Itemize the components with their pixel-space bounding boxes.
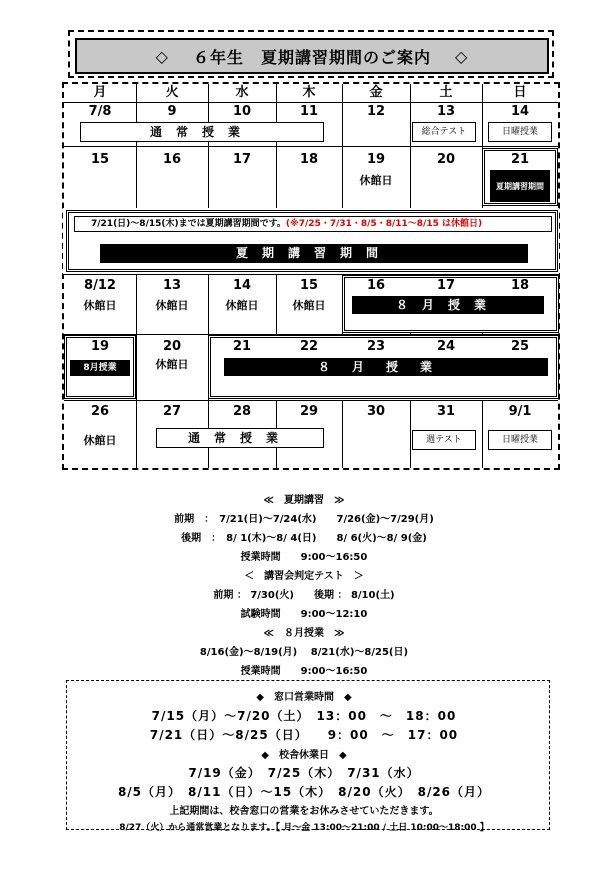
date-cell: 14: [510, 104, 530, 119]
second-term-dates: 後期 ： 8/ 1(木)〜8/ 4(日) 8/ 6(火)〜8/ 9(金): [181, 533, 427, 544]
date-cell: 9: [167, 104, 177, 119]
date-cell: 13: [436, 104, 456, 119]
closed-label: 休館日: [359, 174, 393, 187]
date-cell: 15: [299, 278, 319, 293]
weekday-mon: 月: [64, 84, 136, 103]
office-hours-line2: 7/21（日）〜8/25（日） 9：00 〜 17：00: [149, 728, 459, 742]
date-cell: 20: [162, 339, 182, 354]
date-cell: 13: [162, 278, 182, 293]
date-cell: 12: [366, 104, 386, 119]
date-cell: 19: [366, 152, 386, 167]
closed-label: 休館日: [83, 434, 117, 447]
grid-line: [64, 400, 558, 401]
office-hours-line1: 7/15（月）〜7/20（土） 13：00 〜 18：00: [151, 709, 457, 723]
title-left-mark: ◇: [155, 46, 169, 66]
title-right-mark: ◇: [455, 46, 469, 66]
closed-label: 休館日: [83, 299, 117, 312]
weekday-thu: 木: [276, 84, 342, 103]
closed-days-line2: 8/5（月） 8/11（日）〜15（木） 8/20（火） 8/26（月）: [117, 785, 491, 799]
closed-label: 休館日: [155, 358, 189, 371]
office-note1: 上記期間は、校舎窓口の営業をお休みさせていただきます。: [169, 806, 439, 817]
date-cell: 11: [299, 104, 319, 119]
closed-label: 休館日: [225, 299, 259, 312]
test-dates: 前期 ： 7/30(火) 後期 ： 8/10(土): [213, 590, 395, 601]
date-cell: 17: [232, 152, 252, 167]
date-cell: 21: [232, 339, 252, 354]
date-cell: 18: [510, 278, 530, 293]
aug-class-dates: 8/16(金)〜8/19(月) 8/21(水)〜8/25(日): [199, 647, 409, 658]
class-time: 授業時間 9:00〜16:50: [240, 552, 368, 563]
sunday-class-box: 日曜授業: [488, 122, 552, 142]
aug-class-bar: ８月授業: [352, 296, 544, 314]
date-cell: 16: [162, 152, 182, 167]
date-cell: 15: [90, 152, 110, 167]
first-term-dates: 前期 ： 7/21(日)〜7/24(水) 7/26(金)〜7/29(月): [174, 514, 434, 525]
office-note2: 8/27（火）から通常営業となります。【 月〜金 13:00〜21:00 / 土日 10:00〜18:00 】: [119, 823, 489, 833]
aug-class-small-box: 8月授業: [70, 360, 130, 376]
closed-days-heading: ◆ 校舎休業日 ◆: [261, 750, 347, 761]
notice-main: 7/21(日)〜8/15(木)までは夏期講習期間です。: [91, 219, 286, 229]
date-cell: 7/8: [88, 104, 112, 119]
regular-class-bar-2: 通常授業: [156, 428, 324, 448]
summer-course-bar: 夏期講習期間: [100, 244, 528, 263]
date-cell: 29: [299, 404, 319, 419]
aug-class-time: 授業時間 9:00〜16:50: [240, 666, 368, 677]
closed-label: 休館日: [155, 299, 189, 312]
date-cell: 25: [510, 339, 530, 354]
date-cell: 30: [366, 404, 386, 419]
closed-label: 休館日: [292, 299, 326, 312]
comprehensive-test-box: 総合テスト: [412, 122, 476, 142]
date-cell: 24: [436, 339, 456, 354]
regular-class-bar: 通常授業: [80, 122, 324, 142]
grid-line: [482, 400, 483, 468]
weekly-test-box: 週テスト: [412, 430, 476, 450]
date-cell: 9/1: [508, 404, 532, 419]
date-cell: 23: [366, 339, 386, 354]
date-cell: 28: [232, 404, 252, 419]
test-time: 試験時間 9:00〜12:10: [240, 609, 368, 620]
test-heading: ＜ 講習会判定テスト ＞: [244, 571, 364, 582]
date-cell: 8/12: [84, 278, 116, 293]
sunday-class-box-2: 日曜授業: [488, 430, 552, 450]
date-cell: 19: [90, 339, 110, 354]
date-cell: 22: [299, 339, 319, 354]
weekday-tue: 火: [136, 84, 208, 103]
date-cell: 20: [436, 152, 456, 167]
summer-course-heading: ≪ 夏期講習 ≫: [263, 495, 345, 506]
date-cell: 27: [162, 404, 182, 419]
weekday-sat: 土: [410, 84, 482, 103]
page-title: [75, 38, 549, 74]
grid-line: [64, 146, 558, 147]
aug-class-bar-2: ８月授業: [224, 358, 548, 376]
notice-red: (※7/25・7/31・8/5・8/11〜8/15 は休館日): [285, 219, 483, 229]
date-cell: 16: [366, 278, 386, 293]
weekday-fri: 金: [342, 84, 410, 103]
date-cell: 17: [436, 278, 456, 293]
date-cell: 10: [232, 104, 252, 119]
weekday-wed: 水: [208, 84, 276, 103]
weekday-sun: 日: [482, 84, 558, 103]
date-cell: 18: [299, 152, 319, 167]
date-cell: 31: [436, 404, 456, 419]
summer-course-start-box: 夏期講習期間: [490, 170, 550, 202]
office-hours-heading: ◆ 窓口営業時間 ◆: [256, 692, 352, 703]
notice-text: [74, 216, 552, 232]
date-cell: 21: [510, 152, 530, 167]
aug-class-heading: ≪ ８月授業 ≫: [263, 628, 345, 639]
date-cell: 26: [90, 404, 110, 419]
title-text: ６年生 夏期講習期間のご案内: [192, 47, 431, 67]
closed-days-line1: 7/19（金） 7/25（木） 7/31（水）: [188, 766, 420, 780]
date-cell: 14: [232, 278, 252, 293]
